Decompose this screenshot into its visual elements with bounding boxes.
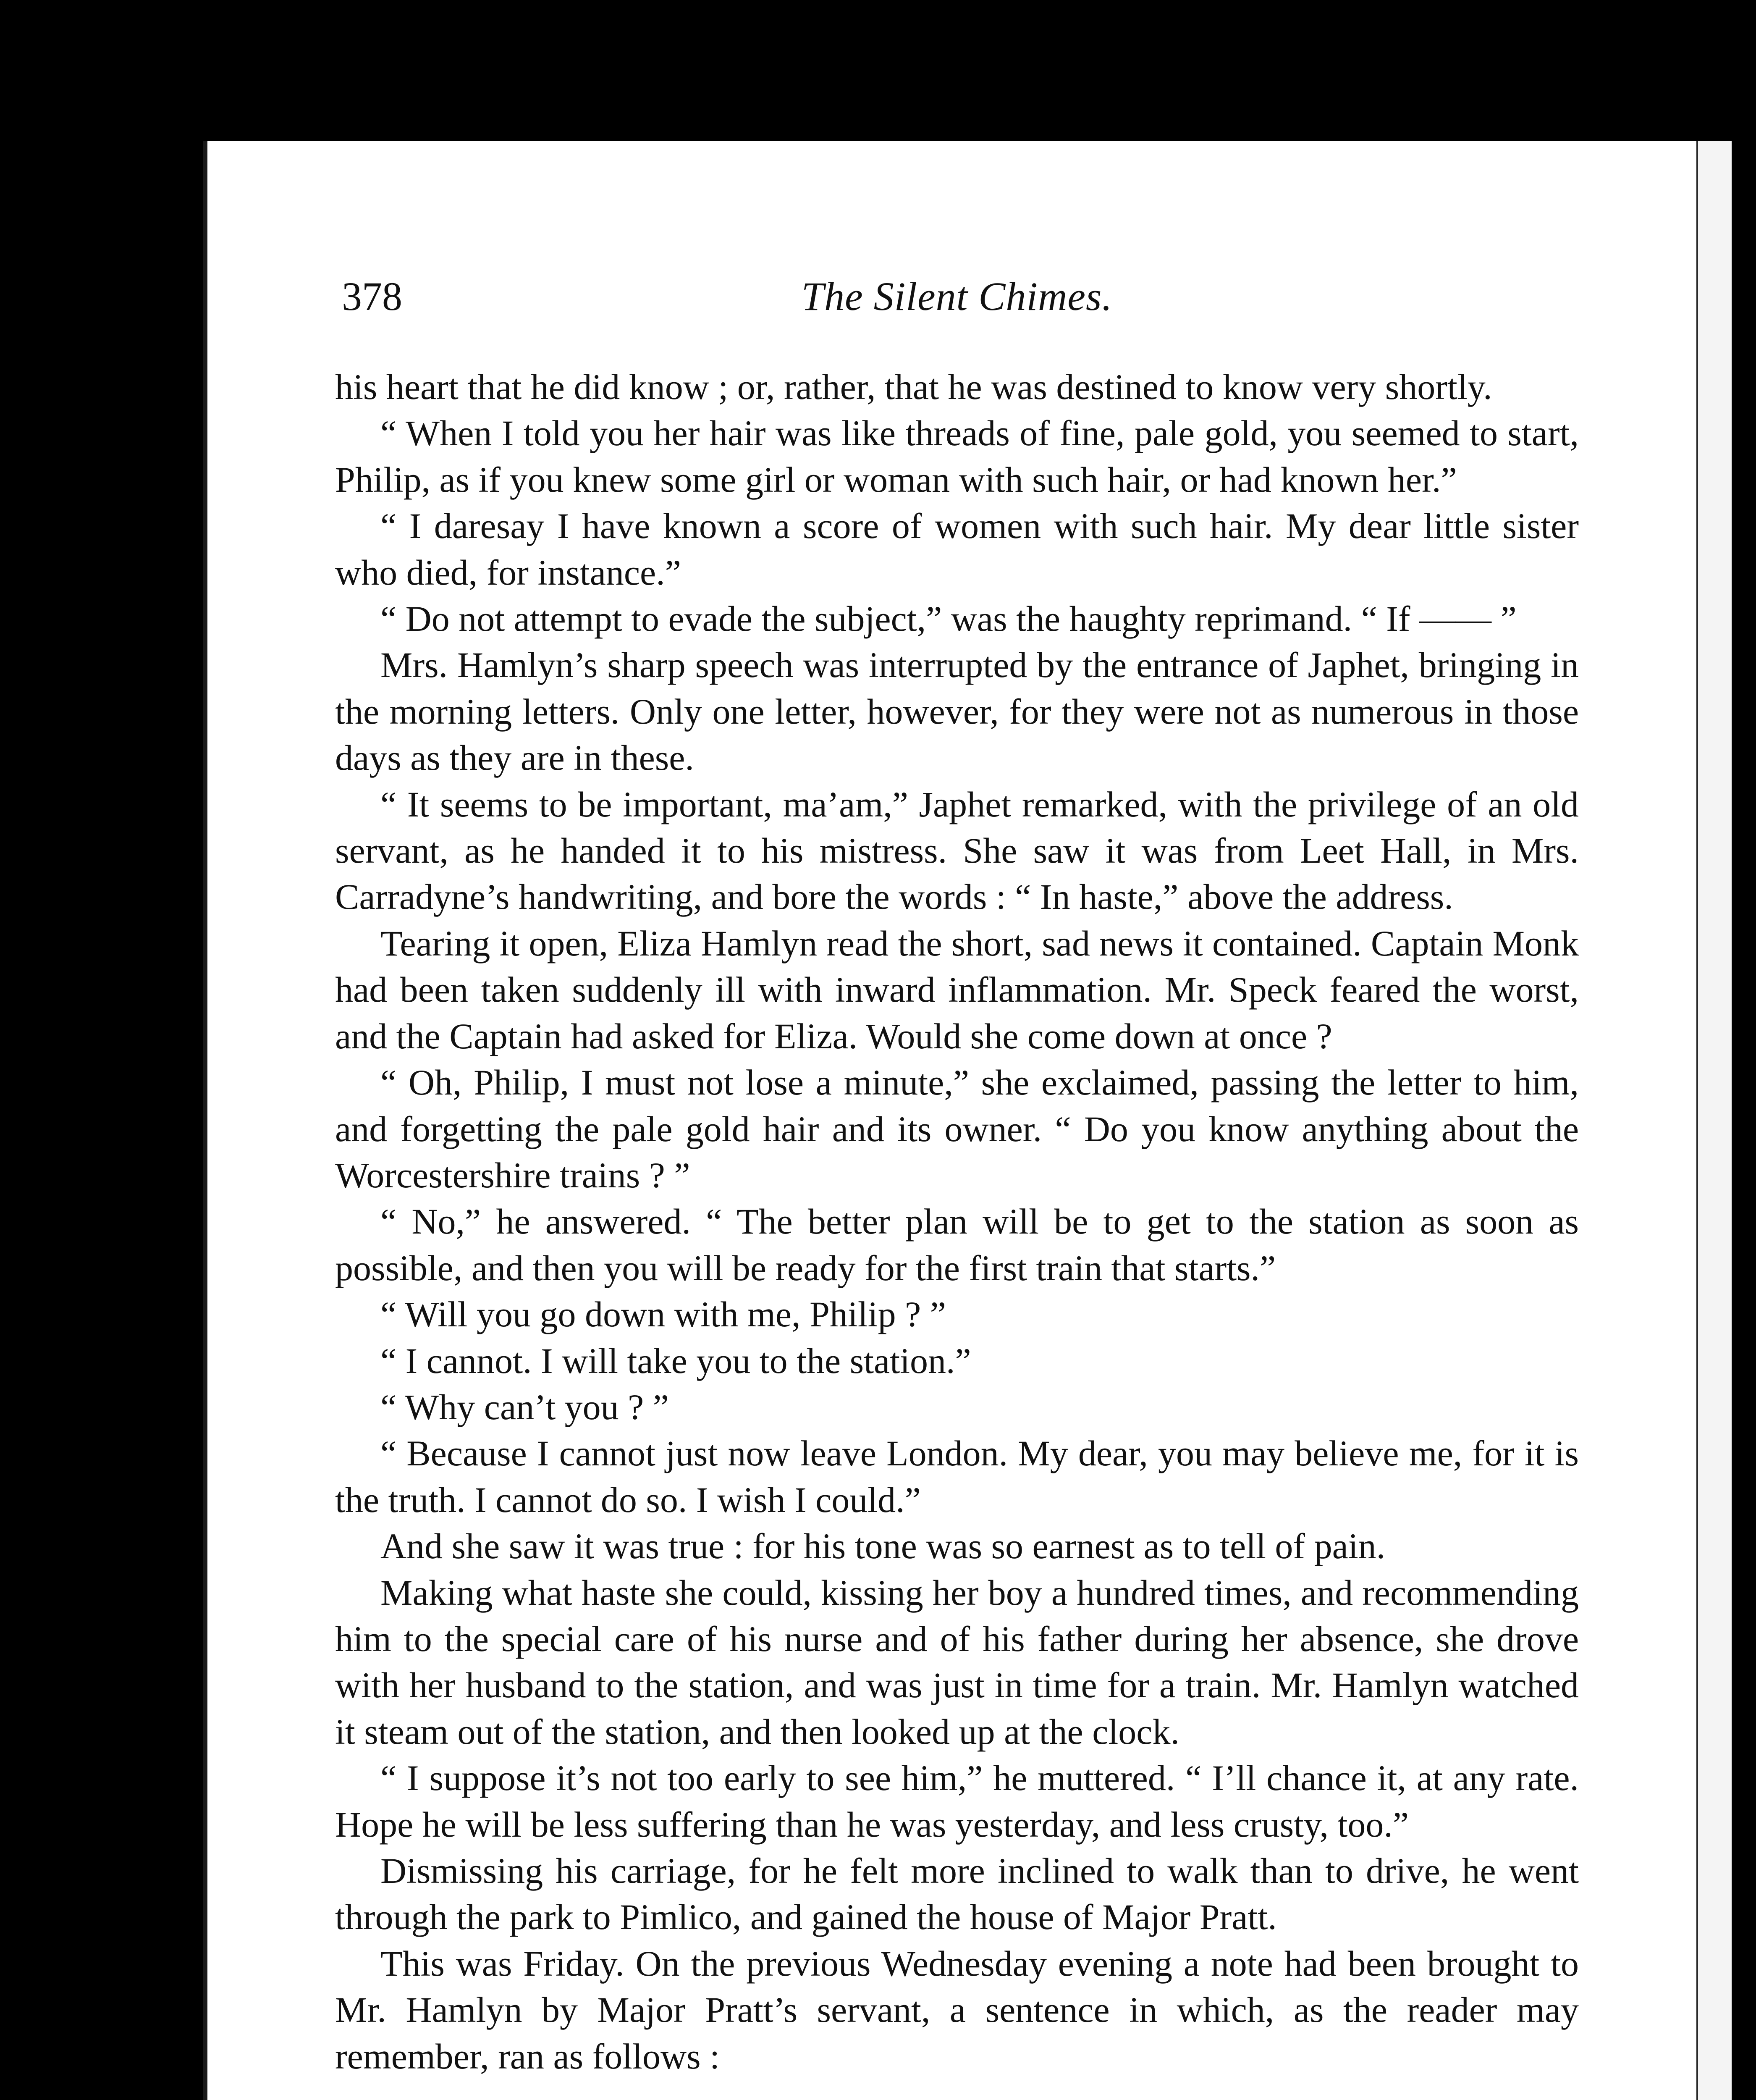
paragraph: Tearing it open, Eliza Hamlyn read the short, sad news it contained. Captain Monk had been taken suddenly ill with inward inflammation. Mr. Speck feared the worst, and the Captain had asked for Eliza. Would she come down at once ? [335, 923, 1579, 1056]
paragraph: his heart that he did know ; or, rather, that he was destined to know very shortly. [335, 367, 1492, 407]
paragraph: “ It seems to be important, ma’am,” Japhet remarked, with the privilege of an old servant, as he handed it to his mistress. She saw it was from Leet Hall, in Mrs. Carradyne’s handwriting, and bore the words : “ In haste,” above the address. [335, 784, 1579, 917]
paragraph: “ Will you go down with me, Philip ? ” [380, 1294, 946, 1335]
paragraph: “ Do not attempt to evade the subject,” was the haughty reprimand. “ If —— ” [380, 598, 1517, 639]
book-page [203, 141, 1696, 2100]
paragraph: “ I cannot. I will take you to the station.” [380, 1340, 971, 1381]
paragraph: “ Because I cannot just now leave London. My dear, you may believe me, for it is the truth. I cannot do so. I wish I could.” [335, 1433, 1579, 1520]
paragraph: This was Friday. On the previous Wednesday evening a note had been brought to Mr. Hamlyn by Major Pratt’s servant, a sentence in which, as the reader may remember, ran as follows : [335, 1943, 1579, 2076]
paragraph: Dismissing his carriage, for he felt more inclined to walk than to drive, he went through the park to Pimlico, and gained the house of Major Pratt. [335, 1851, 1579, 1937]
paragraph: “ Why can’t you ? ” [380, 1386, 669, 1427]
paragraph: “ No,” he answered. “ The better plan will be to get to the station as soon as possible, and then you will be ready for the first train that starts.” [335, 1201, 1579, 1288]
paragraph: “ I suppose it’s not too early to see him,” he muttered. “ I’ll chance it, at any rate. Hope he will be less suffering than he was yesterday, and less crusty, too.” [335, 1758, 1579, 1845]
page-edge [1696, 141, 1732, 2100]
running-title: The Silent Chimes. [801, 274, 1113, 319]
paragraph: Mrs. Hamlyn’s sharp speech was interrupted by the entrance of Japhet, bringing in the morning letters. Only one letter, however, for they were not as numerous in those days as they are in these. [335, 645, 1579, 778]
paragraph: “ When I told you her hair was like threads of fine, pale gold, you seemed to start, Philip, as if you knew some girl or woman with such hair, or had known her.” [335, 413, 1579, 500]
page-number: 378 [342, 274, 402, 319]
paragraph: “ I daresay I have known a score of women with such hair. My dear little sister who died, for instance.” [335, 506, 1579, 593]
page-header [342, 267, 1572, 326]
paragraph: Making what haste she could, kissing her boy a hundred times, and recommending him to the special care of his nurse and of his father during her absence, she drove with her husband to the station, and was just in time for a train. Mr. Hamlyn watched it steam out of the station, and then looked up at the clock. [335, 1572, 1579, 1752]
body-text [335, 364, 1579, 2079]
paragraph: And she saw it was true : for his tone was so earnest as to tell of pain. [380, 1526, 1386, 1567]
paragraph: “ Oh, Philip, I must not lose a minute,” she exclaimed, passing the letter to him, and forgetting the pale gold hair and its owner. “ Do you know anything about the Worcestershire trains ? ” [335, 1062, 1579, 1195]
